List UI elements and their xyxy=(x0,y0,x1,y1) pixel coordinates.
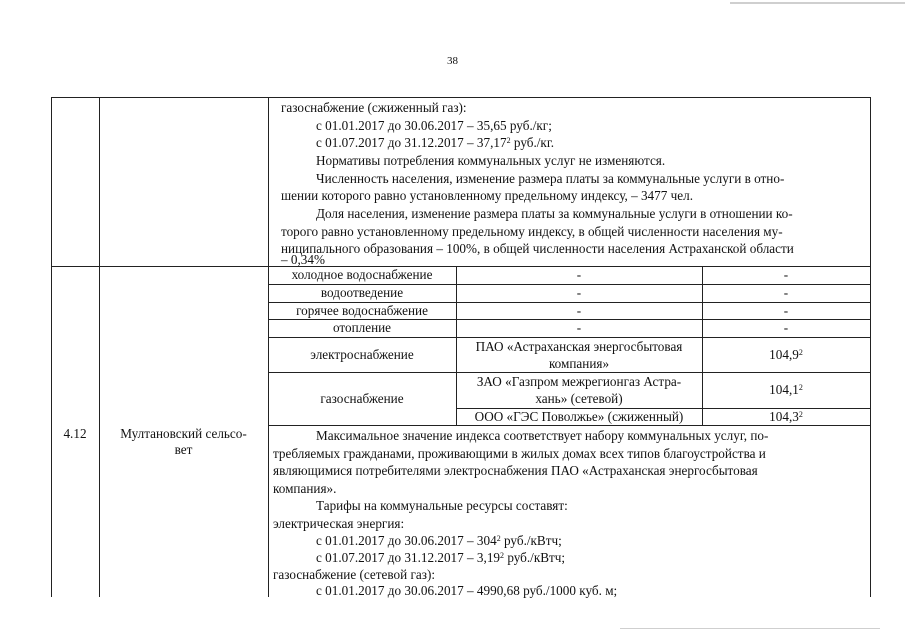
service-index: - xyxy=(783,320,789,335)
service-supplier: ЗАО «Газпром межрегионгаз Астра- xyxy=(476,374,682,389)
text-line: газоснабжение (сетевой газ): xyxy=(273,567,436,582)
service-name: водоотведение xyxy=(320,285,404,300)
municipality-name: Мултановский сельсо- xyxy=(120,426,247,441)
text-line: Максимальное значение индекса соответствует набору коммунальных услуг, по- xyxy=(316,428,769,443)
service-name: газоснабжение xyxy=(320,391,404,406)
text-line: Доля населения, изменение размера платы за коммунальные услуги в отношении ко- xyxy=(316,206,793,221)
service-name: горячее водоснабжение xyxy=(296,303,428,318)
service-index: - xyxy=(783,285,789,300)
text-line: требляемых гражданами, проживающими в жилых домах всех типов благоустройства и xyxy=(273,446,766,461)
service-name: холодное водоснабжение xyxy=(291,267,433,282)
text-line: с 01.07.2017 до 31.12.2017 – 3,19$^2$ руб./кВтч; xyxy=(316,550,566,565)
service-index: 104,1$^2$ xyxy=(769,382,803,397)
municipality-name-cont: вет xyxy=(174,442,193,457)
service-supplier-cont: хань» (сетевой) xyxy=(535,391,623,406)
service-index: 104,9$^2$ xyxy=(769,347,803,362)
text-line: Нормативы потребления коммунальных услуг не изменяются. xyxy=(316,153,666,168)
service-name: электроснабжение xyxy=(310,347,414,362)
service-index: - xyxy=(783,267,789,282)
service-supplier: - xyxy=(576,267,582,282)
service-name: отопление xyxy=(332,320,392,335)
text-line: ниципального образования – 100%, в общей численности населения Астраханской области xyxy=(281,241,794,256)
text-line: – 0,34% xyxy=(281,252,325,267)
text-line: Тарифы на коммунальные ресурсы составят: xyxy=(316,498,568,513)
service-supplier: - xyxy=(576,285,582,300)
text-line: с 01.01.2017 до $30.06.2017 - 304^2$ руб./кВтч; xyxy=(316,533,562,548)
text-line: являющимися потребителями электроснабжения ПАО «Астраханская энергосбытовая xyxy=(273,463,758,478)
service-supplier: ООО «ГЭС Поволжье» (сжиженный) xyxy=(474,409,684,424)
row-number: 4.12 xyxy=(63,426,87,441)
page-number: 38 xyxy=(447,55,458,67)
scan-artifact-bottom xyxy=(620,628,880,629)
text-line: с 01.07.2017 до 31.12.2017 – 37,17$^2$ руб./кг. xyxy=(316,135,555,150)
text-line: Численность населения, изменение размера платы за коммунальные услуги в отно- xyxy=(316,171,785,186)
service-supplier: - xyxy=(576,303,582,318)
service-index: 104,3$^2$ xyxy=(769,409,803,424)
text-line: газоснабжение (сжиженный газ): xyxy=(281,100,467,115)
text-line: с 01.01.2017 до 30.06.2017 – 35,65 руб./кг; xyxy=(316,118,552,133)
service-supplier: ПАО «Астраханская энергосбытовая xyxy=(475,339,683,354)
text-line: шении которого равно установленному предельному индексу, – 3477 чел. xyxy=(281,188,694,203)
scan-artifact-top xyxy=(730,2,905,4)
text-line: торого равно установленному предельному индексу, в общей численности населения му- xyxy=(281,224,783,239)
text-line: электрическая энергия: xyxy=(273,516,405,531)
text-line: с 01.01.2017 до 30.06.2017 – 4990,68 руб./1000 куб. м; xyxy=(316,583,618,598)
service-supplier: - xyxy=(576,320,582,335)
service-index: - xyxy=(783,303,789,318)
text-line: компания». xyxy=(273,481,337,496)
service-supplier-cont: компания» xyxy=(548,356,610,371)
